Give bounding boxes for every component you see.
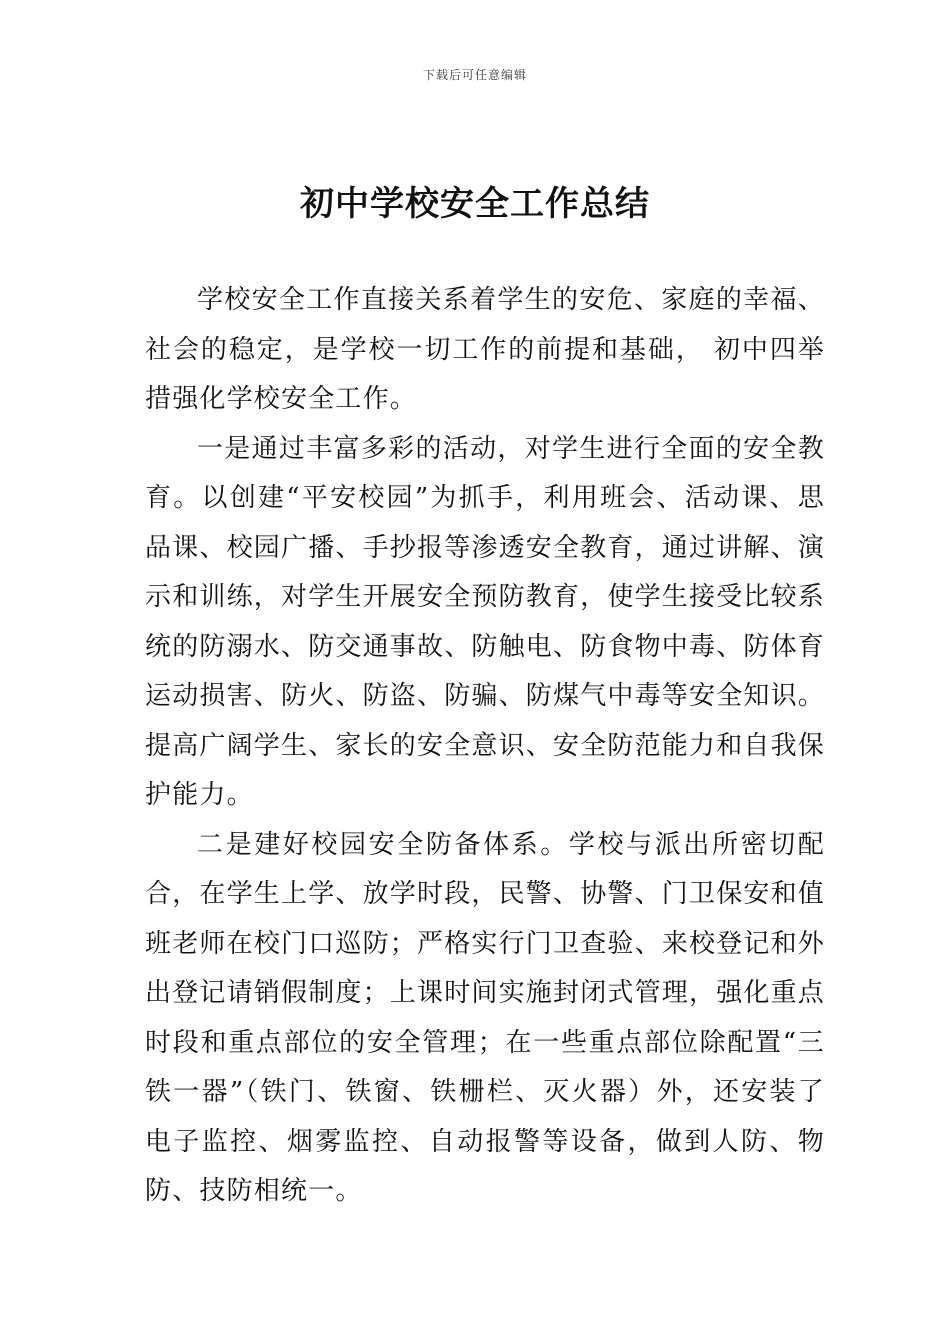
- paragraph-safety-education: 一是通过丰富多彩的活动，对学生进行全面的安全教育。以创建“平安校园”为抓手，利用班会、活动课、思品课、校园广播、手抄报等渗透安全教育，通过讲解、演示和训练，对学生开展安全预防教育，使学生接受比较系统的防溺水、防交通事故、防触电、防食物中毒、防体育运动损害、防火、防盗、防骗、防煤气中毒等安全知识。提高广阔学生、家长的安全意识、安全防范能力和自我保护能力。: [145, 433, 826, 810]
- paragraph-intro: 学校安全工作直接关系着学生的安危、家庭的幸福、社会的稳定，是学校一切工作的前提和基础， 初中四举措强化学校安全工作。: [145, 285, 825, 414]
- document-title: 初中学校安全工作总结: [300, 184, 650, 224]
- document-body: [145, 276, 825, 1217]
- paragraph-security-system: 二是建好校园安全防备体系。学校与派出所密切配合，在学生上学、放学时段，民警、协警、门卫保安和值班老师在校门口巡防；严格实行门卫查验、来校登记和外出登记请销假制度；上课时间实施封闭式管理，强化重点时段和重点部位的安全管理；在一些重点部位除配置“三铁一器”（铁门、铁窗、铁栅栏、灭火器）外，还安装了电子监控、烟雾监控、自动报警等设备，做到人防、物防、技防相统一。: [145, 829, 826, 1206]
- header-note: 下载后可任意编辑: [422, 68, 527, 82]
